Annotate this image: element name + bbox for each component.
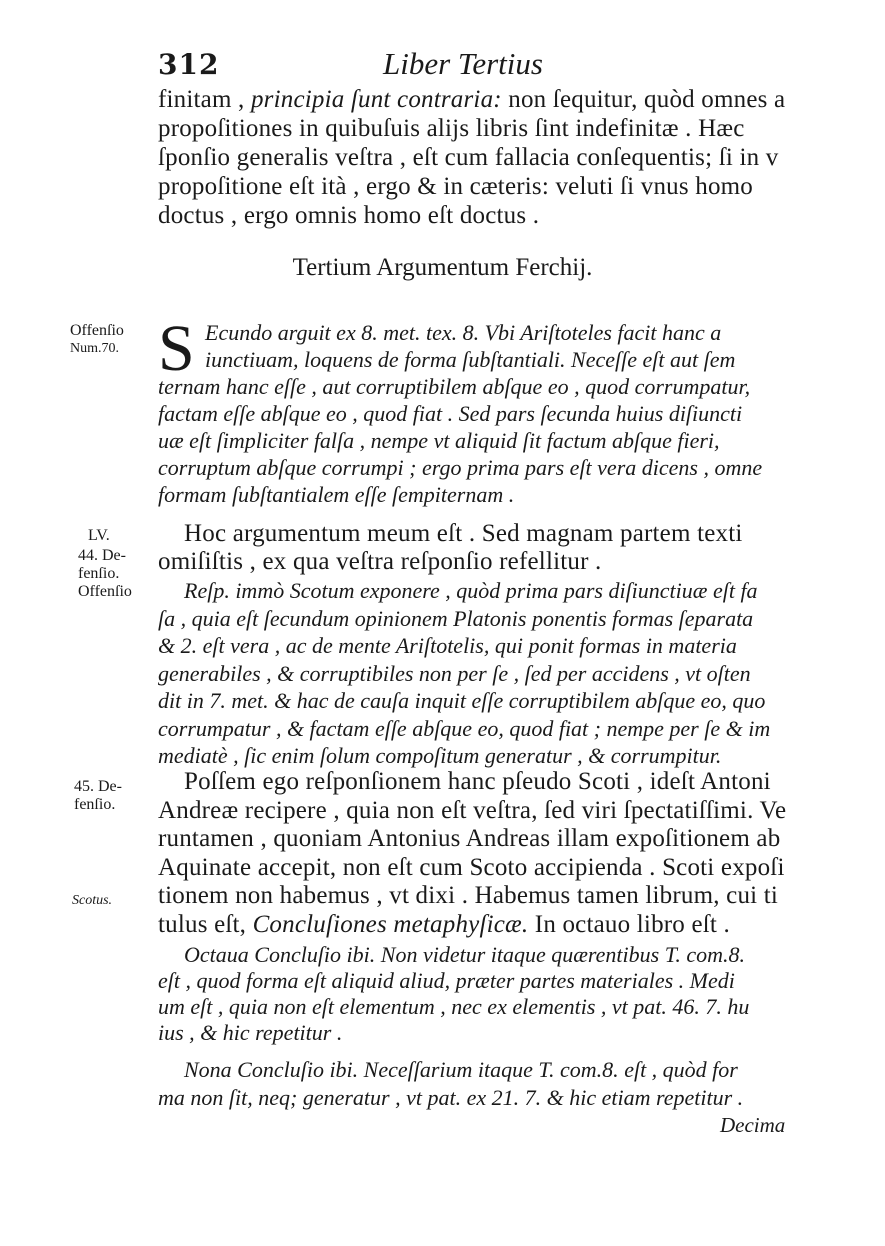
text-run: doctus , ergo omnis homo eſt doctus . bbox=[158, 202, 540, 229]
text-line: mediatè , ſic enim ſolum compoſitum generatur , & corrumpitur. bbox=[158, 743, 722, 768]
text-line bbox=[184, 1057, 738, 1083]
text-line: ſa , quia eſt ſecundum opinionem Platonis ponentis formas ſeparata bbox=[158, 605, 754, 631]
text-run: finitam , bbox=[158, 86, 251, 113]
text-line bbox=[158, 911, 730, 939]
text-run: tionem non habemus , vt dixi . Habemus tamen librum, cui ti bbox=[158, 882, 779, 909]
text-line bbox=[158, 202, 539, 230]
margin-defensio-44-a: 44. De- bbox=[78, 547, 126, 564]
catchword: Decima bbox=[720, 1113, 786, 1137]
italic-run: principia ſunt contraria: bbox=[250, 86, 502, 113]
italic-run: Octaua Concluſio ibi. Non videtur itaque quærentibus bbox=[184, 942, 665, 967]
text-line: Ecundo arguit ex 8. met. tex. 8. Vbi Ariſtoteles facit hanc a bbox=[205, 320, 722, 345]
margin-defensio-45-a: 45. De- bbox=[74, 778, 122, 795]
text-line: Hoc argumentum meum eſt . Sed magnam partem texti bbox=[184, 520, 743, 547]
text-line: uæ eſt ſimpliciter falſa , nempe vt aliquid ſit factum abſque fieri, bbox=[158, 428, 720, 453]
text-run: Andreæ recipere , quia non eſt veſtra, ſed viri ſpectatiſſimi. Ve bbox=[158, 796, 787, 824]
text-line bbox=[158, 825, 780, 853]
text-line bbox=[184, 942, 745, 968]
text-line bbox=[158, 173, 753, 201]
text-line bbox=[158, 115, 745, 143]
text-run: runtamen , quoniam Antonius Andreas illam expoſitionem ab bbox=[158, 825, 781, 852]
page-number: 312 bbox=[158, 48, 220, 81]
italic-run: Concluſiones metaphyſicæ. bbox=[252, 910, 529, 938]
text-run: ſponſio generalis veſtra , eſt cum fallacia conſequentis; ſi in v bbox=[158, 144, 779, 171]
text-line: iunctiuam, loquens de forma ſubſtantiali. Neceſſe eſt aut ſem bbox=[205, 347, 736, 372]
italic-run: ma non ſit, neq; generatur , vt pat. ex 21. 7. & hic etiam repetitur . bbox=[158, 1085, 744, 1110]
text-line: dit in 7. met. & hac de cauſa inquit eſſe corruptibilem abſque eo, quo bbox=[158, 688, 766, 713]
text-run: Poſſem ego reſponſionem hanc pſeudo Scoti , ideſt Antoni bbox=[184, 768, 771, 795]
text-line bbox=[158, 1020, 342, 1046]
text-line: & 2. eſt vera , ac de mente Ariſtotelis, qui ponit formas in materia bbox=[158, 633, 737, 658]
italic-run: eſt , quòd for bbox=[618, 1057, 738, 1082]
margin-num70: Num.70. bbox=[70, 341, 119, 356]
margin-lv: LV. bbox=[88, 527, 110, 544]
text-line bbox=[158, 144, 778, 172]
italic-run: um eſt , quia non eſt elementum , nec ex elementis , vt pat. bbox=[158, 994, 673, 1019]
margin-offensio: Offenſio bbox=[70, 322, 124, 339]
text-line: Reſp. immò Scotum exponere , quòd prima pars diſiunctiuæ eſt fa bbox=[184, 578, 758, 603]
italic-run: eſt , quod forma eſt aliquid aliud, præter partes materiales . Medi bbox=[158, 968, 735, 993]
text-run: tulus eſt, bbox=[158, 910, 253, 938]
text-line bbox=[158, 797, 786, 825]
margin-offensio-2: Offenſio bbox=[78, 583, 132, 600]
margin-scotus: Scotus. bbox=[72, 893, 113, 908]
text-run: propoſitione eſt ità , ergo & in cæteris: veluti ſi vnus homo bbox=[158, 173, 754, 200]
text-line bbox=[184, 768, 771, 796]
text-line bbox=[158, 994, 749, 1020]
text-line: corruptum abſque corrumpi ; ergo prima pars eſt vera dicens , omne bbox=[158, 455, 763, 480]
text-line: factam eſſe abſque eo , quod fiat . Sed pars ſecunda huius diſiuncti bbox=[158, 401, 743, 426]
section-heading: Tertium Argumentum Ferchij. bbox=[292, 254, 593, 281]
text-run: Aquinate accepit, non eſt cum Scoto accipienda . Scoti expoſi bbox=[158, 853, 785, 881]
italic-run: ius , & hic repetitur . bbox=[158, 1020, 343, 1045]
text-line: ternam hanc eſſe , aut corruptibilem abſque eo , quod corrumpatur, bbox=[158, 374, 751, 399]
text-line: generabiles , & corruptibiles non per ſe , ſed per accidens , vt oſten bbox=[158, 660, 751, 686]
text-line: formam ſubſtantialem eſſe ſempiternam . bbox=[158, 482, 515, 507]
italic-run: Nona Concluſio ibi. Neceſſarium itaque bbox=[184, 1057, 539, 1082]
text-line bbox=[158, 854, 785, 882]
text-run: non ſequitur, quòd omnes a bbox=[501, 86, 786, 113]
margin-defensio-45-b: fenſio. bbox=[74, 796, 116, 813]
running-title: Liber Tertius bbox=[383, 46, 543, 81]
text-line bbox=[158, 968, 735, 994]
margin-defensio-44-b: fenſio. bbox=[78, 565, 120, 582]
italic-run: hu bbox=[721, 994, 750, 1019]
text-line bbox=[158, 1085, 743, 1111]
text-run: T. com.8. bbox=[664, 942, 745, 967]
text-run: T. com.8. bbox=[538, 1057, 619, 1082]
drop-capital: S bbox=[158, 312, 195, 385]
text-run: In octauo libro eſt . bbox=[528, 910, 730, 938]
text-run: 46. 7. bbox=[672, 994, 722, 1019]
text-line: corrumpatur , & factam eſſe abſque eo, quod fiat ; nempe per ſe & im bbox=[158, 715, 771, 741]
text-line bbox=[158, 882, 778, 910]
page-header bbox=[158, 46, 818, 86]
text-run: propoſitiones in quibuſuis alijs libris ſint indefinitæ . Hæc bbox=[158, 115, 745, 142]
text-line bbox=[158, 86, 785, 114]
text-line: omiſiſtis , ex qua veſtra reſponſio refellitur . bbox=[158, 548, 602, 575]
